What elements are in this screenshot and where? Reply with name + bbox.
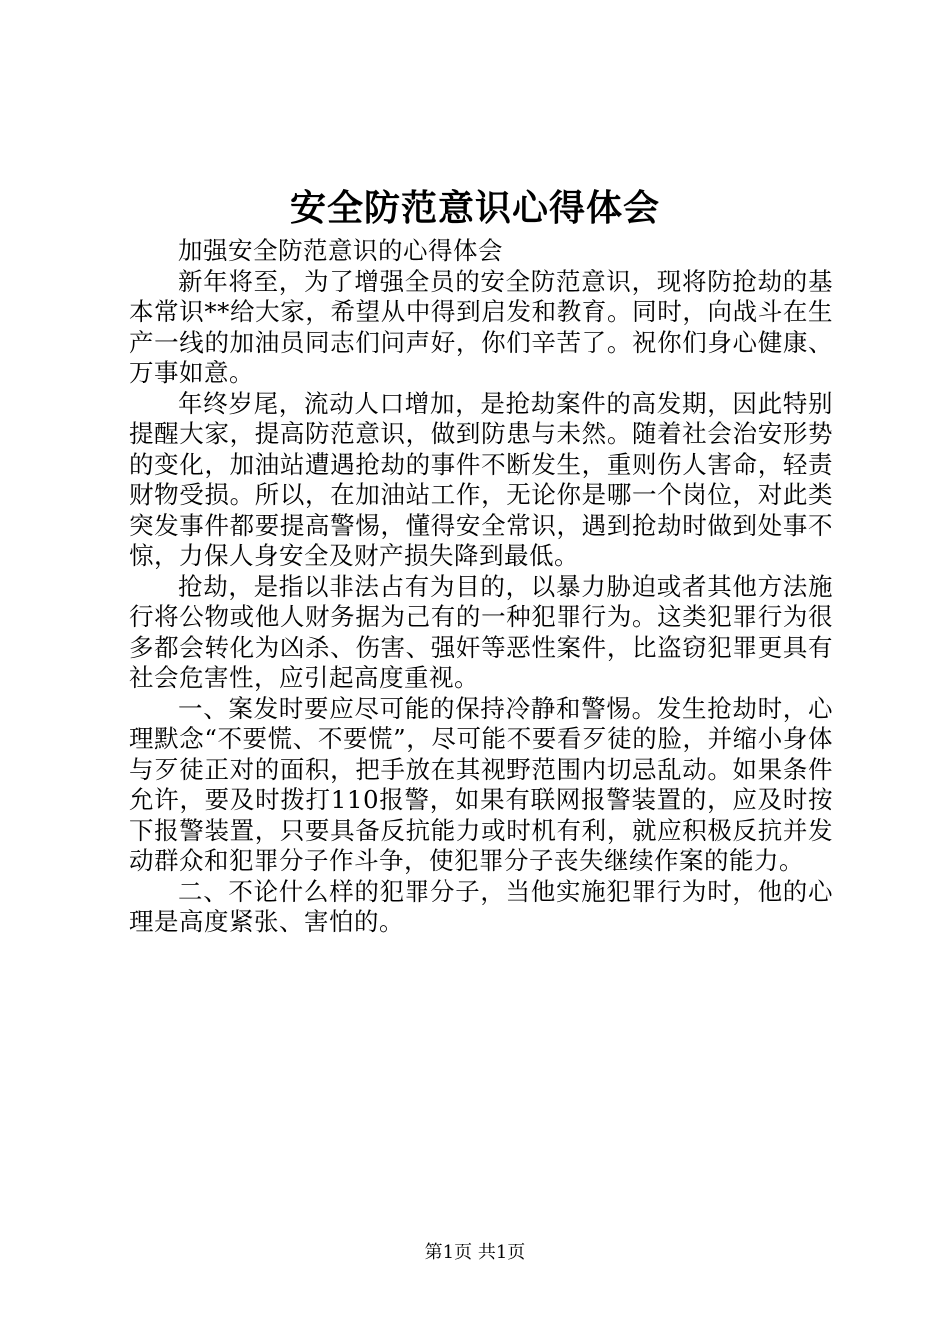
body-paragraph: 抢劫，是指以非法占有为目的，以暴力胁迫或者其他方法施行将公物或他人财务据为己有的一种犯罪行为。这类犯罪行为很多都会转化为凶杀、伤害、强奸等恶性案件，比盗窃犯罪更具有社会危害性，应引起高度重视。 [129, 571, 833, 692]
page-footer: 第1页 共1页 [424, 1242, 526, 1263]
document-title: 安全防范意识心得体会 [289, 187, 660, 229]
body-paragraph: 新年将至，为了增强全员的安全防范意识，现将防抢劫的基本常识**给大家，希望从中得到启发和教育。同时，向战斗在生产一线的加油员同志们问声好，你们辛苦了。祝你们身心健康、万事如意。 [129, 266, 833, 387]
document-body [129, 236, 833, 938]
subtitle-paragraph: 加强安全防范意识的心得体会 [178, 236, 503, 265]
body-paragraph: 二、不论什么样的犯罪分子，当他实施犯罪行为时，他的心理是高度紧张、害怕的。 [129, 876, 833, 936]
body-paragraph: 一、案发时要应尽可能的保持冷静和警惕。发生抢劫时，心理默念“不要慌、不要慌”，尽可能不要看歹徒的脸，并缩小身体与歹徒正对的面积，把手放在其视野范围内切忌乱动。如果条件允许，要及时拨打110报警，如果有联网报警装置的，应及时按下报警装置，只要具备反抗能力或时机有利，就应积极反抗并发动群众和犯罪分子作斗争，使犯罪分子丧失继续作案的能力。 [129, 693, 833, 875]
body-paragraph: 年终岁尾，流动人口增加，是抢劫案件的高发期，因此特别提醒大家，提高防范意识，做到防患与未然。随着社会治安形势的变化，加油站遭遇抢劫的事件不断发生，重则伤人害命，轻责财物受损。所以，在加油站工作，无论你是哪一个岗位，对此类突发事件都要提高警惕，懂得安全常识，遇到抢劫时做到处事不惊，力保人身安全及财产损失降到最低。 [129, 388, 833, 570]
